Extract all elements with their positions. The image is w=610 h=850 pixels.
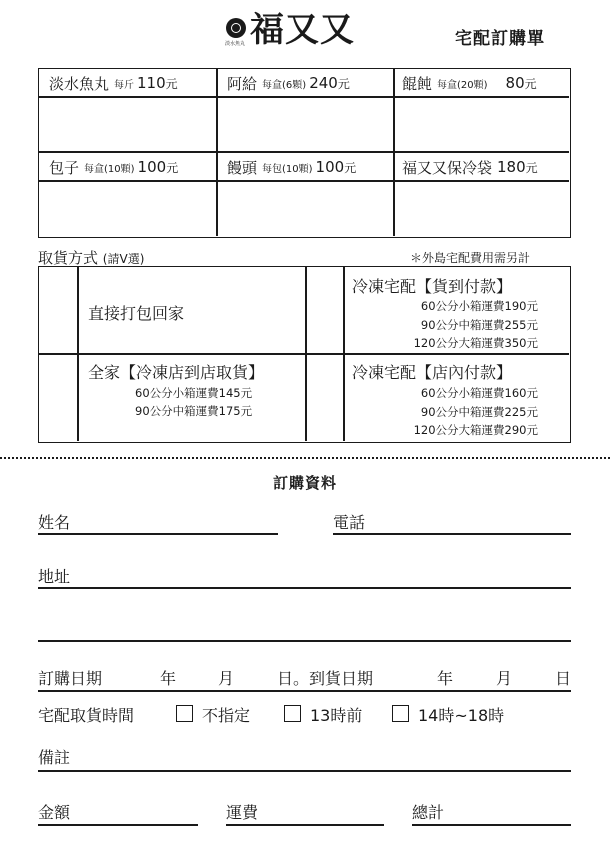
- form-title: 宅配訂購單: [455, 29, 545, 49]
- pickup-check-familymart[interactable]: [39, 355, 77, 441]
- fee-line: 60公分小箱運費160元: [420, 386, 538, 400]
- shipping-label: 運費: [226, 803, 259, 822]
- order-year-label: 年: [160, 669, 177, 688]
- order-month-label: 月: [218, 669, 235, 688]
- time-no-preference-checkbox[interactable]: [176, 705, 193, 722]
- address-field-line-2[interactable]: [38, 640, 571, 642]
- product-header-cooler-bag: 福又又保冷袋 180 元: [402, 158, 538, 177]
- name-field[interactable]: [38, 533, 278, 535]
- amount-field[interactable]: [38, 824, 198, 826]
- total-label: 總計: [412, 803, 445, 822]
- product-header-fishball: 淡水魚丸 每斤 110 元: [49, 74, 178, 93]
- fee-line: 90公分中箱運費175元: [135, 404, 253, 418]
- order-info-title: 訂購資料: [272, 474, 337, 492]
- product-header-mantou: 饅頭 每包(10顆) 100 元: [227, 158, 357, 177]
- pickup-row-divider: [39, 353, 569, 355]
- pickup-check-store-pay[interactable]: [307, 355, 343, 441]
- quantity-cell-wonton[interactable]: [395, 98, 569, 150]
- delivery-month-label: 月: [496, 669, 513, 688]
- shipping-field[interactable]: [226, 824, 384, 826]
- time-before-13-checkbox[interactable]: [284, 705, 301, 722]
- quantity-cell-cooler-bag[interactable]: [395, 182, 569, 236]
- phone-label: 電話: [333, 513, 366, 532]
- product-grid: [38, 68, 571, 238]
- fee-line: 90公分中箱運費255元: [420, 318, 538, 332]
- quantity-cell-bun[interactable]: [39, 182, 215, 236]
- time-before-13-label: 13時前: [310, 706, 363, 725]
- fee-line: 120公分大箱運費350元: [413, 336, 538, 350]
- phone-field[interactable]: [333, 533, 571, 535]
- fee-line: 120公分大箱運費290元: [413, 423, 538, 437]
- amount-label: 金額: [38, 803, 71, 822]
- quantity-cell-mantou[interactable]: [218, 182, 392, 236]
- delivery-date-label: 日。到貨日期: [277, 669, 374, 688]
- pickup-check-cod[interactable]: [307, 267, 343, 353]
- brand-logo: 福又又: [250, 10, 355, 50]
- pickup-option-home: 直接打包回家: [88, 304, 185, 323]
- delivery-day-label: 日: [555, 669, 572, 688]
- pickup-option-cod: 冷凍宅配【貨到付款】: [352, 277, 513, 296]
- cut-line: [0, 457, 610, 459]
- total-field[interactable]: [412, 824, 571, 826]
- name-label: 姓名: [38, 513, 71, 532]
- logo-seal-icon: [226, 18, 246, 38]
- time-14-18-label: 14時~18時: [418, 706, 505, 725]
- product-header-bun: 包子 每盒(10顆) 100 元: [49, 158, 179, 177]
- delivery-time-label: 宅配取貨時間: [38, 706, 135, 725]
- pickup-title: 取貨方式 (請V選): [38, 249, 145, 267]
- time-14-18-checkbox[interactable]: [392, 705, 409, 722]
- pickup-option-familymart: 全家【冷凍店到店取貨】: [88, 363, 265, 382]
- product-header-wonton: 餛飩 每盒(20顆) 80 元: [402, 74, 537, 93]
- pickup-note: ＊外島宅配費用需另計: [410, 251, 531, 265]
- pickup-option-store-pay: 冷凍宅配【店內付款】: [352, 363, 513, 382]
- fee-line: 60公分小箱運費190元: [420, 299, 538, 313]
- fee-line: 60公分小箱運費145元: [135, 386, 253, 400]
- order-date-label: 訂購日期: [38, 669, 103, 688]
- remarks-label: 備註: [38, 748, 71, 767]
- product-header-agei: 阿給 每盒(6顆) 240 元: [227, 74, 350, 93]
- address-label: 地址: [38, 567, 71, 586]
- delivery-year-label: 年: [437, 669, 454, 688]
- address-field-line-1[interactable]: [38, 587, 571, 589]
- date-field[interactable]: [38, 690, 571, 692]
- time-no-preference-label: 不指定: [202, 706, 251, 725]
- logo-subtitle: 淡水魚丸: [225, 41, 246, 47]
- quantity-cell-agei[interactable]: [218, 98, 392, 150]
- remarks-field[interactable]: [38, 770, 571, 772]
- fee-line: 90公分中箱運費225元: [420, 405, 538, 419]
- quantity-cell-fishball[interactable]: [39, 98, 215, 150]
- pickup-check-home[interactable]: [39, 267, 77, 353]
